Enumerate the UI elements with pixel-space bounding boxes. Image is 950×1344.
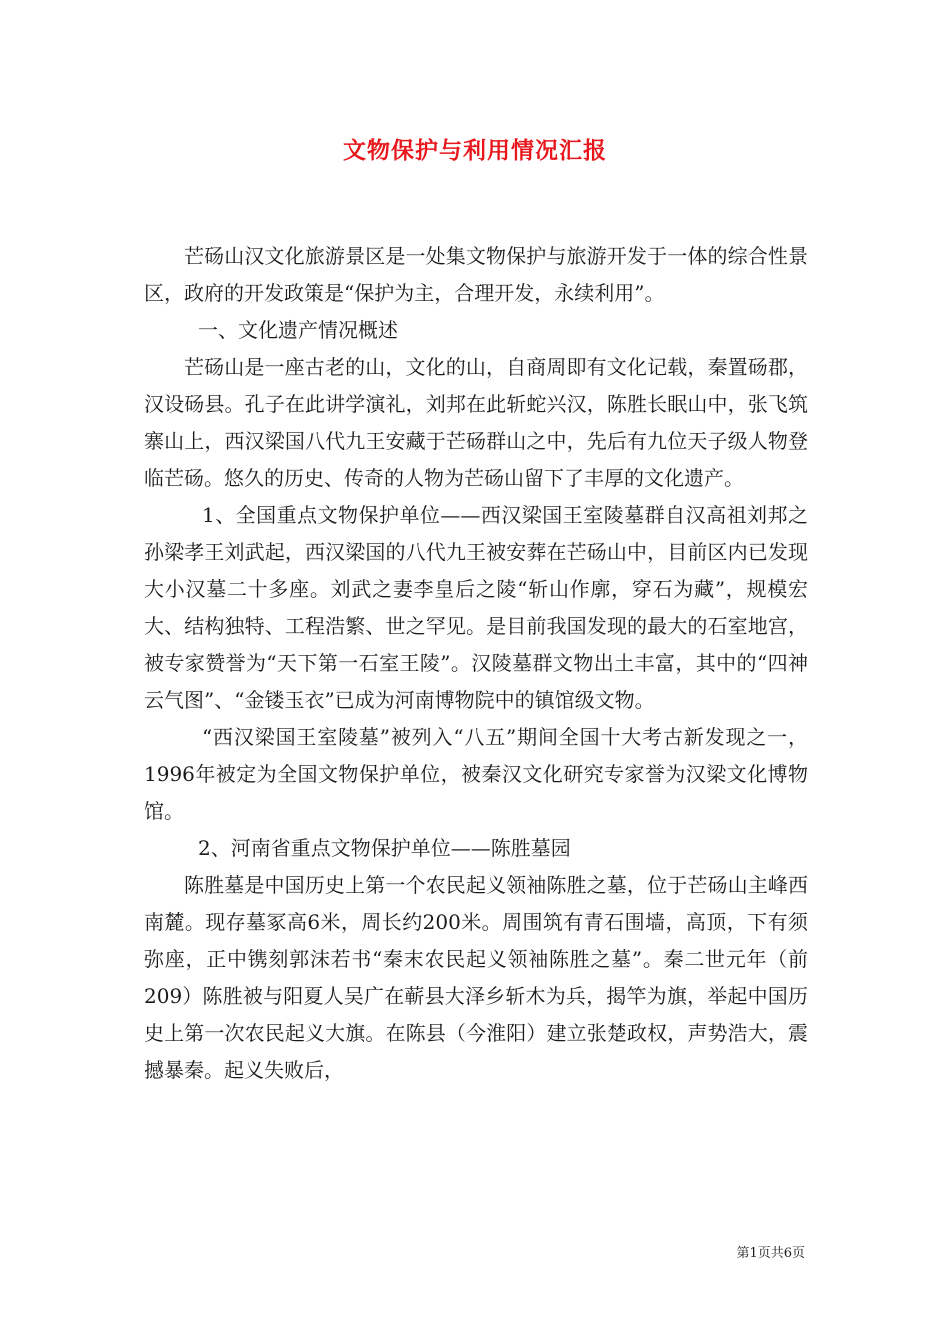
paragraph-intro: 芒砀山汉文化旅游景区是一处集文物保护与旅游开发于一体的综合性景区，政府的开发政策是“保护为主，合理开发，永续利用”。 (144, 244, 808, 305)
section-heading-chensheng: 2、河南省重点文物保护单位——陈胜墓园 (198, 836, 571, 860)
paragraph-chensheng-tomb: 陈胜墓是中国历史上第一个农民起义领袖陈胜之墓，位于芒砀山主峰西南麓。现存墓冢高6米，周长约200米。周围筑有青石围墙，高顶，下有须弥座，正中镌刻郭沫若书“秦末农民起义领袖陈胜之墓”。秦二世元年（前209）陈胜被与阳夏人吴广在蕲县大泽乡斩木为兵，揭竿为旗，举起中国历史上第一次农民起义大旗。在陈县（今淮阳）建立张楚政权，声势浩大，震撼暴秦。起义失败后， (144, 873, 808, 1082)
page-number: 第1页共6页 (736, 1246, 805, 1261)
document-title: 文物保护与利用情况汇报 (343, 137, 607, 164)
paragraph-mangdang-history: 芒砀山是一座古老的山，文化的山，自商周即有文化记载，秦置砀郡，汉设砀县。孔子在此讲学演礼，刘邦在此斩蛇兴汉，陈胜长眠山中，张飞筑寨山上，西汉梁国八代九王安藏于芒砀群山之中，先后有九位天子级人物登临芒砀。悠久的历史、传奇的人物为芒砀山留下了丰厚的文化遗产。 (144, 355, 808, 490)
document-body (144, 238, 808, 1089)
section-heading-overview: 一、文化遗产情况概述 (198, 318, 398, 342)
paragraph-liang-tombs-recognition: “西汉梁国王室陵墓”被列入“八五”期间全国十大考古新发现之一，1996年被定为全国文物保护单位，被秦汉文化研究专家誉为汉梁文化博物馆。 (144, 725, 808, 823)
paragraph-liang-tombs: 1、全国重点文物保护单位——西汉梁国王室陵墓群自汉高祖刘邦之孙梁孝王刘武起，西汉梁国的八代九王被安葬在芒砀山中，目前区内已发现大小汉墓二十多座。刘武之妻李皇后之陵“斩山作廓，穿石为藏”，规模宏大、结构独特、工程浩繁、世之罕见。是目前我国发现的最大的石室地宫，被专家赞誉为“天下第一石室王陵”。汉陵墓群文物出土丰富，其中的“四神云气图”、“金镂玉衣”已成为河南博物院中的镇馆级文物。 (144, 503, 808, 712)
